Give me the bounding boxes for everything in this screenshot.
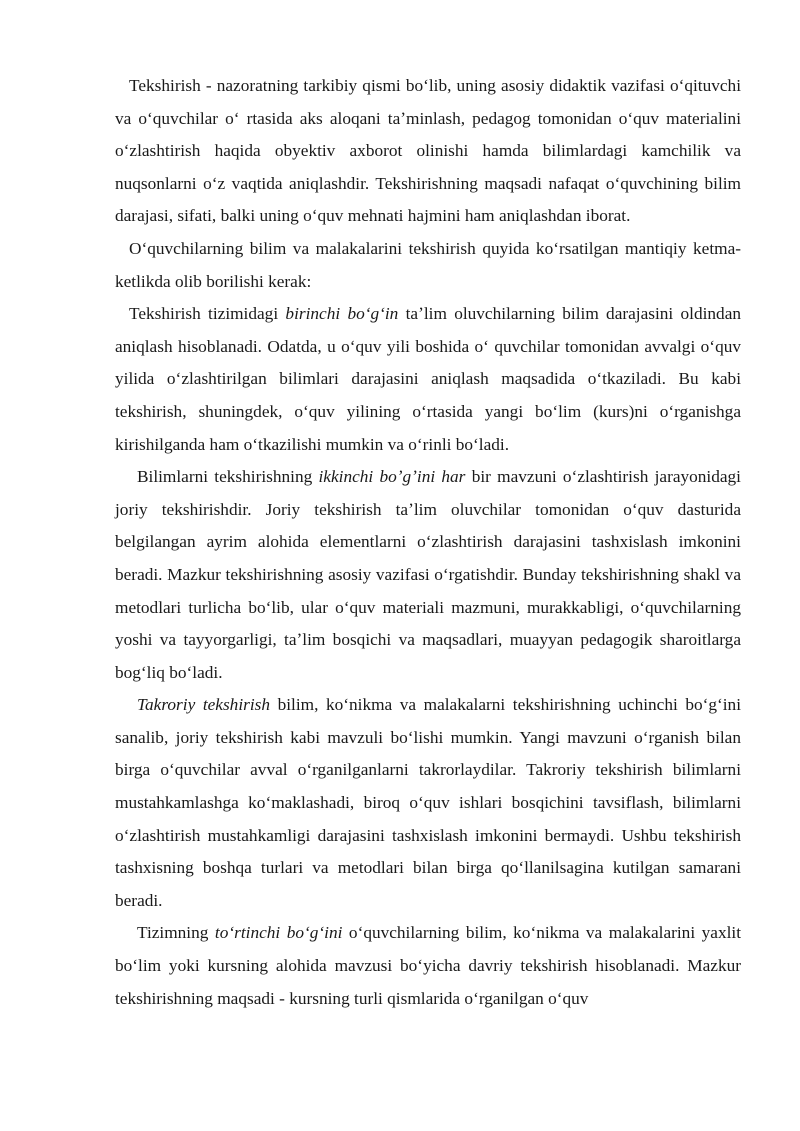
- paragraph-2: [115, 233, 741, 298]
- paragraph-1-text: Tekshirish - nazoratning tarkibiy qismi boʻlib, uning asosiy didaktik vazifasi oʻqituvchi va oʻquvchilar oʻ rtasida aks aloqani taʼminlash, pedagog tomonidan oʻquv materialini oʻzlashtirish haqida obyektiv axborot olinishi hamda bilimlardagi kamchilik va nuqsonlarni oʻz vaqtida aniqlashdir. Tekshirishning maqsadi nafaqat oʻquvchining bilim darajasi, sifati, balki uning oʻquv mehnati hajmini ham aniqlashdan iborat.: [115, 76, 741, 226]
- paragraph-4: [115, 461, 741, 689]
- paragraph-6-italic: toʻrtinchi boʻgʻini: [214, 923, 343, 943]
- paragraph-3-rest: taʼlim oluvchilarning bilim darajasini oldindan aniqlash hisoblanadi. Odatda, u oʻquv yili boshida oʻ quvchilar tomonidan avvalgi oʻquv yilida oʻzlashtirilgan bilimlari darajasini aniqlash maqsadida oʻtkaziladi. Bu kabi tekshirish, shuningdek, oʻquv yilining oʻrtasida yangi boʻlim (kurs)ni oʻrganishga kirishilganda ham oʻtkazilishi mumkin va oʻrinli boʻladi.: [115, 304, 742, 454]
- paragraph-3-italic: birinchi boʻgʻin: [285, 304, 399, 324]
- paragraph-1: [115, 70, 741, 233]
- paragraph-2-text: Oʻquvchilarning bilim va malakalarini tekshirish quyida koʻrsatilgan mantiqiy ketma-ketlikda olib borilishi kerak:: [115, 238, 741, 291]
- paragraph-4-italic: ikkinchi boʼgʼini har: [318, 467, 466, 487]
- paragraph-6: [115, 917, 741, 1015]
- paragraph-3-lead: Tekshirish tizimidagi: [129, 304, 286, 324]
- paragraph-4-lead: Bilimlarni tekshirishning: [137, 467, 319, 487]
- paragraph-4-rest: bir mavzuni oʻzlashtirish jarayonidagi joriy tekshirishdir. Joriy tekshirish taʼlim oluvchilar tomonidan oʻquv dasturida belgilangan ayrim alohida elementlarni oʻzlashtirish darajasini tashxislash imkonini beradi. Mazkur tekshirishning asosiy vazifasi oʻrgatishdir. Bunday tekshirishning shakl va metodlari turlicha boʻlib, ular oʻquv materiali mazmuni, murakkabligi, oʻquvchilarning yoshi va tayyorgarligi, taʼlim bosqichi va maqsadlari, muayyan pedagogik sharoitlarga bogʻliq boʻladi.: [115, 467, 741, 682]
- paragraph-5-rest: bilim, koʻnikma va malakalarni tekshirishning uchinchi boʻgʻini sanalib, joriy tekshirish kabi mavzuli boʻlishi mumkin. Yangi mavzuni oʻrganish bilan birga oʻquvchilar avval oʻrganilganlarni takrorlaydilar. Takroriy tekshirish bilimlarni mustahkamlashga koʻmaklashadi, biroq oʻquv ishlari bosqichini tavsiflash, bilimlarni oʻzlashtirish mustahkamligi darajasini tashxislash imkonini bermaydi. Ushbu tekshirish tashxisning boshqa turlari va metodlari bilan birga qoʻllanilsagina kutilgan samarani beradi.: [115, 695, 741, 910]
- paragraph-3: [115, 298, 741, 461]
- paragraph-5-italic: Takroriy tekshirish: [137, 695, 271, 715]
- paragraph-6-lead: Tizimning: [137, 923, 215, 943]
- paragraph-6-rest: oʻquvchilarning bilim, koʻnikma va malakalarini yaxlit boʻlim yoki kursning alohida mavzusi boʻyicha davriy tekshirish hisoblanadi. Mazkur tekshirishning maqsadi - kursning turli qismlarida oʻrganilgan oʻquv: [115, 923, 741, 1008]
- document-page: [115, 70, 741, 1015]
- paragraph-5: [115, 689, 741, 917]
